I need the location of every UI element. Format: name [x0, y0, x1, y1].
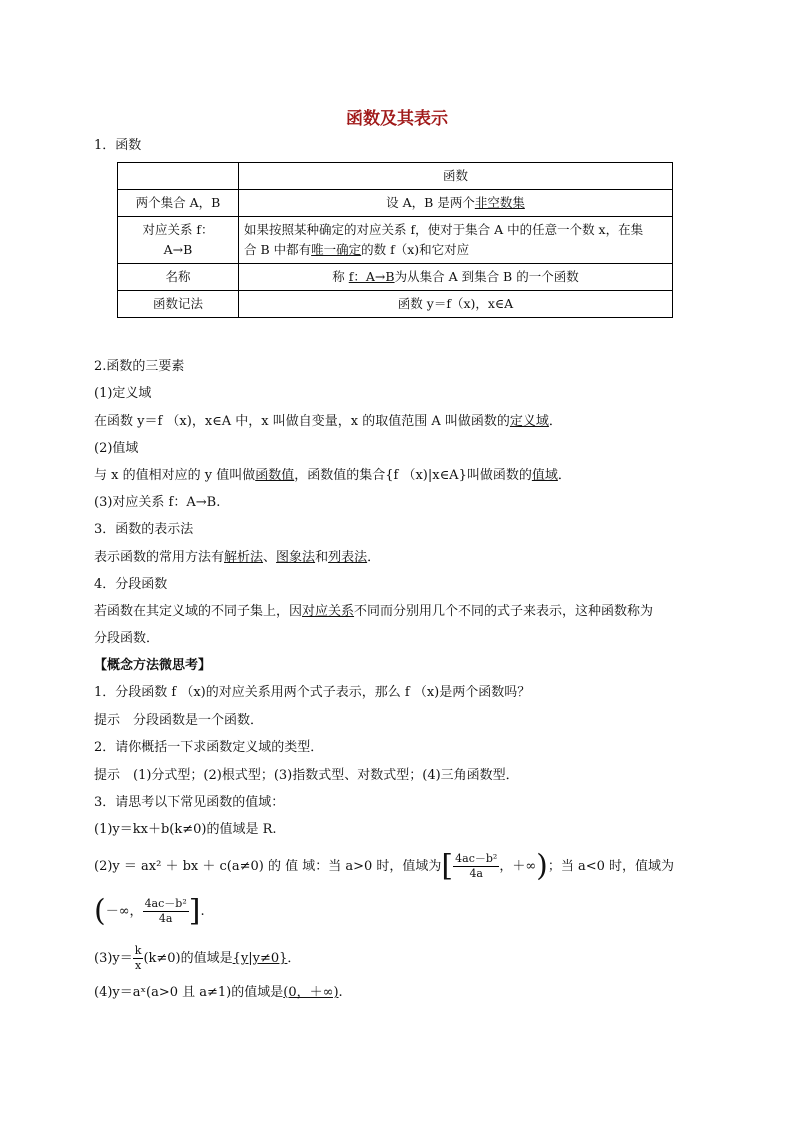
underlined-term: 列表法 [328, 550, 368, 565]
text: ． [557, 468, 571, 483]
table-underlined-term: 唯一确定 [311, 242, 362, 257]
table-label-line-1: 对应关系 f： [142, 222, 214, 237]
subheading-mapping: (3)对应关系 f：A→B. [94, 495, 221, 510]
paragraph-representation [94, 549, 704, 567]
right-paren: ) [536, 848, 548, 884]
item-linear: (1)y＝kx＋b(k≠0)的值域是 R. [94, 822, 277, 837]
table-row-content [239, 264, 673, 291]
text: 和 [315, 550, 329, 565]
underlined-term: (0，＋∞) [283, 985, 339, 1000]
paragraph-piecewise-cont: 分段函数． [94, 631, 160, 646]
fraction [133, 944, 144, 973]
text: 在函数 y＝f （x)，x∈A 中，x 叫做自变量，x 的取值范围 A 叫做函数的 [94, 414, 510, 429]
text: 不同而分别用几个不同的式子来表示，这种函数称为 [354, 604, 654, 619]
question-1: 1．分段函数 f （x)的对应关系用两个式子表示，那么 f （x)是两个函数吗？ [94, 685, 531, 700]
fraction-numerator: k [134, 944, 142, 957]
text: . [338, 985, 343, 1000]
paragraph-domain [94, 413, 704, 431]
left-paren: ( [94, 893, 106, 929]
table-header-empty [118, 163, 239, 190]
section-2-heading: 2.函数的三要素 [94, 359, 185, 374]
text: ；当 a<0 时，值域为 [547, 859, 675, 874]
table-row-label: 两个集合 A，B [118, 190, 239, 217]
table-row-label: 函数记法 [118, 291, 239, 318]
table-text: 为从集合 A 到集合 B 的一个函数 [394, 269, 579, 284]
table-row-label [118, 217, 239, 264]
underlined-term: {y|y≠0} [232, 951, 288, 966]
right-bracket: ] [188, 893, 201, 929]
text: ，＋∞ [499, 859, 537, 874]
subheading-range: (2)值域 [94, 441, 139, 456]
answer-1: 提示 分段函数是一个函数． [94, 713, 264, 728]
text: 、 [263, 550, 277, 565]
section-4-heading: 4．分段函数 [94, 577, 168, 592]
text: . [200, 904, 205, 919]
answer-2: 提示 (1)分式型；(2)根式型；(3)指数式型、对数式型；(4)三角函数型． [94, 768, 519, 783]
table-text: 如果按照某种确定的对应关系 f，使对于集合 A 中的任意一个数 x，在集 [244, 222, 644, 237]
paragraph-range [94, 467, 704, 485]
item-quadratic [94, 848, 704, 885]
fraction-denominator: 4a [469, 867, 483, 880]
underlined-term: 值域 [531, 468, 558, 483]
question-3: 3．请思考以下常见函数的值域： [94, 795, 285, 810]
question-2: 2．请你概括一下求函数定义域的类型． [94, 740, 324, 755]
fraction [143, 897, 189, 926]
table-row [118, 291, 673, 318]
item-exponential [94, 984, 704, 1002]
text: (4)y＝aˣ(a>0 且 a≠1)的值域是 [94, 985, 284, 1000]
table-row [118, 190, 673, 217]
text: ，函数值的集合{f （x)|x∈A}叫做函数的 [294, 468, 532, 483]
text: (k≠0)的值域是 [143, 951, 233, 966]
table-row-label: 名称 [118, 264, 239, 291]
table-row [118, 217, 673, 264]
section-1-heading: 1．函数 [94, 138, 142, 153]
subheading-domain: (1)定义域 [94, 386, 152, 401]
table-row-content [239, 217, 673, 264]
left-bracket: [ [441, 848, 454, 884]
item-inverse [94, 944, 704, 976]
text: ． [367, 550, 381, 565]
text: ． [548, 414, 562, 429]
table-text: 的数 f（x)和它对应 [361, 242, 470, 257]
underlined-term: 定义域 [509, 414, 549, 429]
item-quadratic-cont [94, 893, 704, 930]
underlined-term: 函数值 [255, 468, 295, 483]
table-row-content: 函数 y＝f（x)，x∈A [239, 291, 673, 318]
fraction-numerator: 4ac－b² [144, 897, 187, 910]
table-label-line-2: A→B [163, 242, 193, 257]
text: 与 x 的值相对应的 y 值叫做 [94, 468, 256, 483]
section-3-heading: 3．函数的表示法 [94, 522, 194, 537]
fraction-denominator: x [134, 959, 142, 972]
paragraph-piecewise [94, 603, 704, 621]
text: 若函数在其定义域的不同子集上，因 [94, 604, 303, 619]
text: －∞， [105, 904, 143, 919]
function-definition-table [117, 162, 673, 318]
table-text: 设 A，B 是两个 [386, 195, 475, 210]
table-header-cell: 函数 [239, 163, 673, 190]
fraction-numerator: 4ac－b² [455, 852, 498, 865]
table-row [118, 264, 673, 291]
text: 表示函数的常用方法有 [94, 550, 225, 565]
underlined-term: 解析法 [224, 550, 264, 565]
text: (3)y＝ [94, 951, 133, 966]
text: (2)y ＝ ax² ＋ bx ＋ c(a≠0) 的 值 域：当 a>0 时，值域为 [94, 859, 442, 874]
table-row-content [239, 190, 673, 217]
table-underlined-term: 非空数集 [474, 195, 525, 210]
table-text: 称 [332, 269, 349, 284]
text: ． [287, 951, 301, 966]
table-text: 合 B 中都有 [244, 242, 312, 257]
think-heading: 【概念方法微思考】 [94, 658, 212, 673]
fraction [453, 852, 499, 881]
page-title: 函数及其表示 [346, 109, 448, 129]
fraction-denominator: 4a [158, 912, 173, 925]
underlined-term: 图象法 [276, 550, 316, 565]
table-underlined-term: f：A→B [348, 269, 395, 284]
underlined-term: 对应关系 [302, 604, 355, 619]
table-header-row [118, 163, 673, 190]
